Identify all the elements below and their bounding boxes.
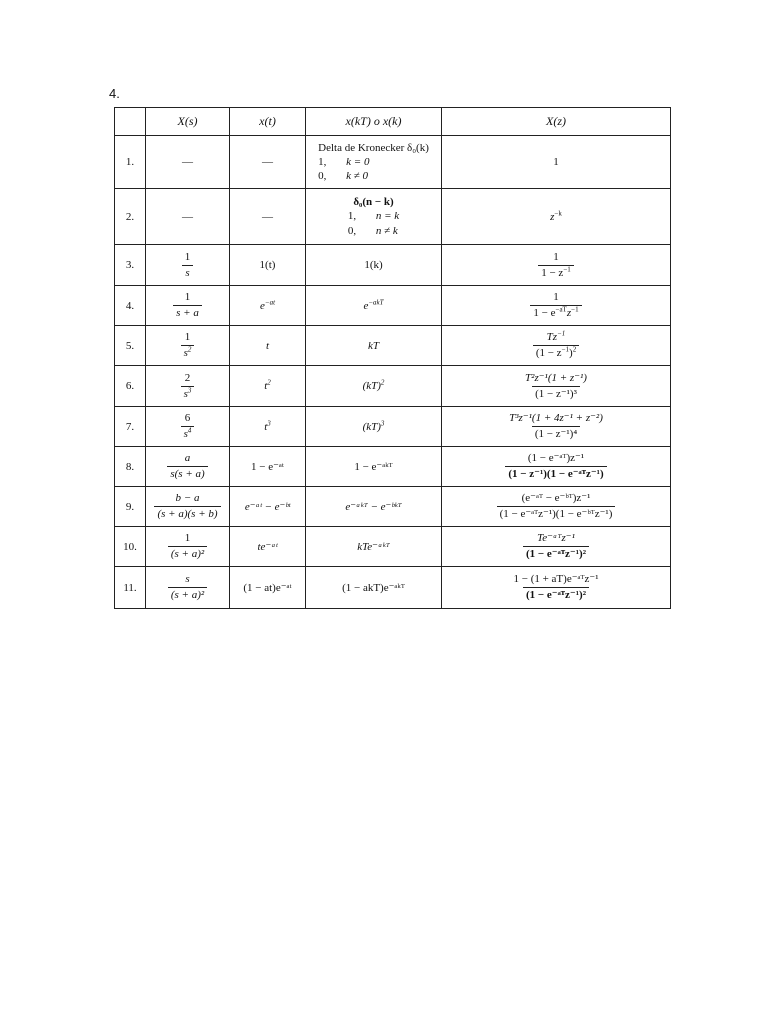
denominator: (s + a)² (168, 546, 207, 561)
row-label: 11. (115, 567, 146, 609)
header-index (115, 108, 146, 136)
header-xk: x(kT) o x(k) (306, 108, 442, 136)
cell-xt: (1 − at)e⁻ᵃᵗ (230, 567, 306, 609)
table-row (115, 447, 671, 487)
table-row (115, 487, 671, 527)
num-exponent: −1 (557, 329, 566, 338)
denominator: s + a (173, 305, 202, 320)
cell-xk: 1 − e⁻ᵃᵏᵀ (306, 447, 442, 487)
row-label: 9. (115, 487, 146, 527)
exponent: 3 (267, 418, 271, 427)
cell-Xs (146, 326, 230, 366)
table-row (115, 567, 671, 609)
fraction (182, 251, 194, 279)
cell-Xs (146, 286, 230, 326)
Xz-base: z (550, 210, 555, 223)
denominator (538, 265, 574, 280)
denominator (181, 426, 195, 441)
cell-xk (306, 136, 442, 189)
numerator: s (185, 573, 190, 586)
cell-Xz (442, 487, 671, 527)
numerator: 1 (184, 331, 191, 344)
numerator: (e⁻ᵃᵀ − e⁻ᵇᵀ)z⁻¹ (521, 492, 591, 505)
den-text: (1 − z (535, 347, 562, 359)
cell-Xz (442, 447, 671, 487)
cell-Xz (442, 527, 671, 567)
numerator: 6 (184, 412, 191, 425)
den-exponent: −1 (561, 345, 570, 354)
numerator: 1 (553, 291, 559, 304)
cell-Xz (442, 189, 671, 245)
cell-Xs (146, 447, 230, 487)
numerator: 1 (184, 291, 191, 304)
denominator: s(s + a) (167, 466, 207, 481)
table-row (115, 245, 671, 286)
cell-Xs (146, 487, 230, 527)
kronecker-definition (318, 141, 429, 184)
fraction (497, 492, 616, 520)
case-value: 1, (318, 155, 327, 168)
numerator: 1 − (1 + aT)e⁻ᵃᵀz⁻¹ (513, 573, 599, 586)
case-condition: n = k (375, 210, 400, 223)
den-text: s (183, 387, 188, 400)
cell-Xz (442, 326, 671, 366)
kronecker-title: Delta de Kronecker δ₀(k) (318, 141, 429, 154)
denominator: (1 − z⁻¹)³ (532, 386, 580, 401)
fraction (181, 412, 195, 440)
base: e (259, 299, 265, 312)
cell-Xs: — (146, 136, 230, 189)
case-condition: k ≠ 0 (346, 170, 369, 183)
cell-Xz: 1 (442, 136, 671, 189)
fraction (154, 492, 220, 520)
fraction (173, 291, 202, 319)
den-exponent: 3 (187, 385, 192, 394)
table-header-row (115, 108, 671, 136)
cell-Xs (146, 407, 230, 447)
cell-xt: — (230, 189, 306, 245)
denominator: (s + a)(s + b) (154, 506, 220, 521)
cell-Xs (146, 245, 230, 286)
case-condition: k = 0 (346, 155, 370, 168)
denominator: s (182, 265, 192, 280)
fraction (505, 452, 606, 480)
numerator: Te⁻ᵃᵀz⁻¹ (537, 532, 575, 545)
denominator (533, 345, 579, 360)
header-Xz: X(z) (442, 108, 671, 136)
cell-Xs (146, 527, 230, 567)
fraction (510, 573, 601, 601)
case-condition: n ≠ k (375, 224, 398, 237)
denominator: (s + a)² (168, 587, 207, 602)
cell-Xz (442, 366, 671, 407)
numerator: 1 (553, 250, 559, 263)
denominator (530, 305, 581, 320)
cell-xk: kT (306, 326, 442, 366)
num-text: Tz (546, 331, 558, 344)
den-exponent: −aT (555, 305, 567, 314)
den-exponent: −1 (563, 264, 571, 273)
item-number: 4. (109, 86, 120, 101)
den-text: s (183, 347, 188, 359)
cell-Xz (442, 286, 671, 326)
denominator: (1 − z⁻¹)(1 − e⁻ᵃᵀz⁻¹) (505, 466, 606, 481)
den-exponent: −1 (571, 305, 579, 314)
cell-xt: 1(t) (230, 245, 306, 286)
header-Xs: X(s) (146, 108, 230, 136)
cell-Xs (146, 366, 230, 407)
cell-xt (230, 286, 306, 326)
row-label: 10. (115, 527, 146, 567)
numerator: 1 (184, 532, 191, 545)
den-text: s (183, 428, 188, 440)
cell-xt (230, 366, 306, 407)
fraction (523, 532, 589, 560)
cell-xk: 1(k) (306, 245, 442, 286)
table-row (115, 286, 671, 326)
shifted-delta-title: δ₀(n − k) (353, 196, 394, 209)
den-text: ) (569, 347, 573, 359)
table-row (115, 136, 671, 189)
shifted-delta-definition (348, 195, 399, 238)
cell-xk: (1 − akT)e⁻ᵃᵏᵀ (306, 567, 442, 609)
exponent: 3 (380, 418, 385, 427)
numerator: T³z⁻¹(1 + 4z⁻¹ + z⁻²) (509, 412, 603, 425)
numerator: 2 (184, 371, 191, 384)
base: t (264, 420, 268, 433)
numerator: T²z⁻¹(1 + z⁻¹) (525, 371, 587, 384)
Xz-exponent: −k (554, 208, 562, 217)
row-label: 1. (115, 136, 146, 189)
cell-xt (230, 407, 306, 447)
cell-xk: e⁻ᵃᵏᵀ − e⁻ᵇᵏᵀ (306, 487, 442, 527)
fraction (530, 291, 581, 319)
fraction (181, 331, 195, 359)
fraction (538, 251, 574, 279)
z-transform-table (114, 107, 671, 609)
table-row (115, 527, 671, 567)
den-exponent: 2 (572, 345, 577, 354)
base: t (264, 380, 268, 392)
fraction (167, 452, 207, 480)
numerator: a (184, 452, 191, 465)
denominator: (1 − e⁻ᵃᵀz⁻¹)² (523, 587, 589, 602)
cell-xk (306, 366, 442, 407)
cell-xt: 1 − e⁻ᵃᵗ (230, 447, 306, 487)
cell-Xz (442, 407, 671, 447)
case-value: 0, (347, 224, 357, 237)
exponent: −akT (368, 297, 384, 306)
row-label: 7. (115, 407, 146, 447)
fraction (168, 573, 207, 601)
case-value: 1, (347, 210, 357, 223)
base: (kT) (362, 420, 381, 433)
exponent: 2 (380, 378, 385, 387)
numerator: b − a (175, 492, 200, 505)
den-exponent: 2 (187, 345, 192, 354)
row-label: 4. (115, 286, 146, 326)
numerator: 1 (184, 250, 191, 263)
row-label: 5. (115, 326, 146, 366)
table-row (115, 407, 671, 447)
cell-Xs (146, 567, 230, 609)
cell-xk (306, 286, 442, 326)
denominator (181, 345, 195, 360)
base: e (363, 299, 369, 312)
den-text: 1 − z (541, 266, 564, 279)
fraction (181, 372, 195, 400)
cell-xt: e⁻ᵃᵗ − e⁻ᵇᵗ (230, 487, 306, 527)
denominator: (1 − e⁻ᵃᵀz⁻¹)² (523, 546, 589, 561)
cell-xk (306, 189, 442, 245)
table-row (115, 326, 671, 366)
cell-Xz (442, 245, 671, 286)
row-label: 2. (115, 189, 146, 245)
cell-xt: te⁻ᵃᵗ (230, 527, 306, 567)
cell-Xz (442, 567, 671, 609)
row-label: 8. (115, 447, 146, 487)
cell-Xs: — (146, 189, 230, 245)
fraction (506, 412, 606, 440)
cell-xk: kTe⁻ᵃᵏᵀ (306, 527, 442, 567)
fraction (522, 372, 590, 400)
exponent: −at (264, 297, 276, 306)
row-label: 3. (115, 245, 146, 286)
exponent: 2 (267, 378, 271, 387)
numerator (544, 331, 569, 345)
base: (kT) (362, 380, 381, 392)
den-text: 1 − e (533, 307, 556, 319)
den-exponent: 4 (187, 426, 192, 435)
denominator: (1 − e⁻ᵃᵀz⁻¹)(1 − e⁻ᵇᵀz⁻¹) (497, 506, 616, 521)
den-text: z (566, 307, 572, 319)
cell-xt: — (230, 136, 306, 189)
cell-xt: t (230, 326, 306, 366)
table-row (115, 189, 671, 245)
row-label: 6. (115, 366, 146, 407)
numerator: (1 − e⁻ᵃᵀ)z⁻¹ (527, 452, 585, 465)
case-value: 0, (318, 170, 327, 183)
table-row (115, 366, 671, 407)
header-xt: x(t) (230, 108, 306, 136)
fraction (168, 532, 207, 560)
cell-xk (306, 407, 442, 447)
denominator (181, 386, 195, 401)
fraction (533, 331, 579, 359)
denominator: (1 − z⁻¹)⁴ (532, 426, 580, 441)
